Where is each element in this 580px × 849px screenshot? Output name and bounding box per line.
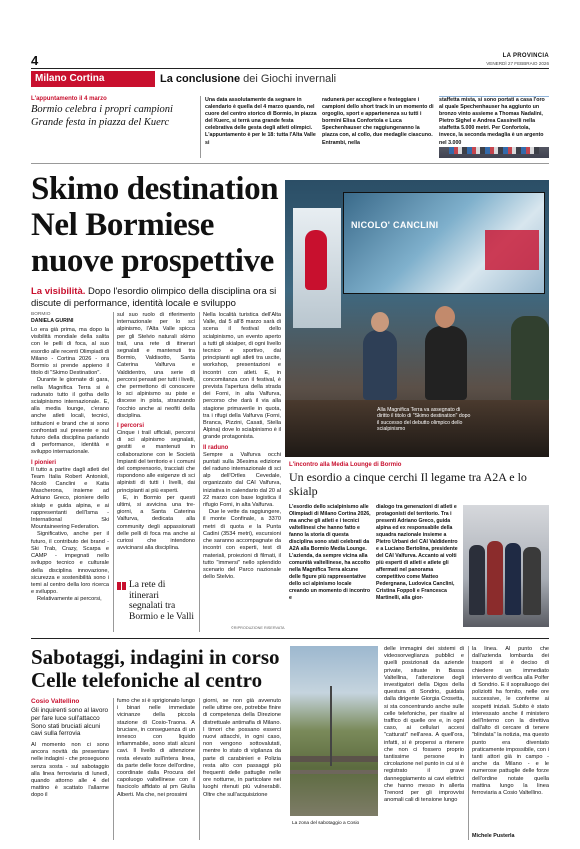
main-photo-caption: Alla Magnifica Terra va assegnato di diritto il titolo di "Skimo destination" dopo il successo del debutto olimpico dello scialpinismo [377, 407, 471, 433]
side-kicker: L'incontro alla Media Lounge di Bormio [289, 462, 402, 468]
side-photo [463, 505, 549, 627]
teaser-col-2: radunerà per accogliere e festeggiare i campioni dello short track in un momento di orgoglio, sport e appartenenza su tutti i bormini Elisa Confortola e Luca Spechenhauser che raggiungeranno la piazza con, al collo, due medaglie ciascuno. Entrambi, nella [322, 97, 434, 146]
bottom-col-4: delle immagini dei sistemi di videosorveglianza pubblici e quelli posizionati da aziende private, situate in Bassa Valtellina, l'attenzione degli investigatori della Digos della questura di Sondrio, guidata dalla dirigente Giorgia Crosetta, si sta concentrando anche sulle celle telefoniche, per risalire al traffico di quelle ore e, in ogni caso, ai cellulari accesi "catturati" nell'area. A quell'ora, infatti, si è propensi a ritenere che non ci fossero proprio tantissime persone in circolazione nel punto in cui si è registrato il grave danneggiamento ai cavi elettrici che hanno messo in allerta Trenord per gli improvvisi anomali cali di tensione lungo [384, 646, 464, 804]
paper-name: LA PROVINCIA [502, 53, 549, 59]
teaser-col-1: Una data assolutamente da segnare in calendario è quella del 4 marzo quando, nel cuore del centro storico di Bormio, in piazza del Kuerc, si terrà una grande festa celebrativa delle gesta degli atleti olimpici. L'appuntamento è per le 18: tutta l'Alta Valle si [205, 97, 317, 146]
copyright: ©RIPRODUZIONE RISERVATA [231, 626, 285, 630]
side-col-1: L'esordio dello scialpinismo alle Olimpiadi di Milano Cortina 2026, ma anche gli atleti e i tecnici valtellinesi che hanno fatto e fanno la storia di questa disciplina sono stati celebrati da A2A alla Bormio Media Lounge. L'azienda, da sempre vicina alla comunità valtellinese, ha accolto nella Magnifica Terra alcune delle figure più rappresentative dello sci alpinismo locale creando un momento di incontro e [289, 504, 371, 601]
bottom-col-5: la linea. Al punto che dall'azienda lombarda dei trasporti si è deciso di chiedere un immediato intervento di verifica alla Polfer di Sondrio. E il sopralluogo dei poliziotti ha fornito, nelle ore successive, le conferme ai sospetti iniziali. Subito è stato interessato anche il ministero dell'Interno con la direttiva dall'alto di cercare di tenere "blindata" la notizia, ma questo punto era diventato praticamente impossibile, con i tanti attori già in campo - anche da Milano - e le numerose pattuglie delle forze dell'ordine notate quella mattina lungo la linea ferroviaria a Cosio Valtellino. [472, 646, 549, 797]
teaser-kicker: L'appuntamento il 4 marzo [31, 96, 107, 102]
byline: DANIELA GURINI [31, 318, 74, 324]
side-col-2: dialogo tra generazioni di atleti e protagonisti del territorio. Tra i presenti Adriano Greco, guida alpina ed ex responsabile della squadra nazionale insieme a Pietro Urbani del CAI Valdidentro e a Luciano Bertolina, presidente del CAI Valfurva. Accanto ai volti più esperti di atleti e atlete gli affermati nel panorama competitivo come Matteo Pedergnana, Ludovica Canclini, Cristina Foppoli e Francesca Martinelli, alla gior- [376, 504, 458, 601]
main-photo [285, 180, 549, 457]
section-title: La conclusione dei Giochi invernali [160, 73, 337, 85]
bottom-kicker: Cosio Valtellino [31, 698, 80, 705]
bottom-deck: Gli inquirenti sono al lavoro per fare luce sull'attacco Sono stati bruciati alcuni cavi sulla ferrovia [31, 707, 109, 738]
date-line: VENERDÌ 27 FEBBRAIO 2026 [486, 61, 549, 66]
bottom-photo-caption: La zona del sabotaggio a Cosio [292, 821, 360, 826]
page-number: 4 [31, 53, 39, 68]
signature: Michele Pusterla [472, 833, 515, 839]
bottom-headline: Sabotaggi, indagini in corso Celle telefoniche al centro [31, 645, 280, 692]
side-headline: Un esordio a cinque cerchi Il legame tra A2A e lo skialp [289, 470, 527, 498]
main-headline: Skimo destination Nel Bormiese nuove prospettive [31, 171, 279, 279]
section-tag: Milano Cortina [31, 71, 155, 87]
teaser-col-3: staffetta mista, si sono portati a casa l'oro al quale Spechenhauser ha aggiunto un bronzo vinto assieme a Thomas Nadalini, Pietro Sighel e Andrea Cassinelli nella staffetta 5.000 metri. Per Confortola, invece, la seconda medaglia è un argento nel 3.000 [439, 97, 549, 147]
teaser-headline: Bormio celebra i propri campioni Grande festa in piazza del Kuerc [31, 104, 173, 128]
main-col-2: sul suo ruolo di riferimento internazionale per lo sci alpinismo, l'Alta Valle spicca per gli Stelvio naturali skimo trail, una rete di itinerari segnalati e mantenuti tra Bormio, Valdisotto, Santa Caterina Valfurva e Valdidentro, una serie di percorsi pensati per tutti i livelli, che permettono di conoscere lo sci alpinismo su piste e discese in pista, stranzando l'occhio anche ai neofiti della disciplina. I percorsi Cinque i trail ufficiali, percorsi di sci alpinismo segnalati, gestiti e mantenuti in collaborazione con le Società Impianti del territorio e i comuni del comprensorio, tracciati che rispondono alle esigenze di sci alpinisti di tutti i livelli, dai principianti ai più esperti. E, in Bormio per questi ultimi, si avvicina una tre-giorni, a Santa Caterina Valfurva, dedicata alla community degli appassionati delle pelli di foca ma anche ai curiosi che intendono avvicinarsi alla disciplina. [117, 312, 195, 552]
bottom-col-1: Al momento non ci sono ancora novità da presentare nelle indagini - che proseguono senza sosta - sul sabotaggio alla linea ferroviaria di lunedì, quando attorno alle 4 del mattino è scattato l'allarme dopo il [31, 742, 109, 799]
main-deck: La visibilità. Dopo l'esordio olimpico della disciplina ora si discute di performance, identità locale e sviluppo [31, 286, 277, 309]
bottom-photo [290, 646, 378, 834]
main-col-3: Nella località turistica dell'Alta Valle, dal 5 all'8 marzo sarà di scena il festival dello scialpinismo, un evento aperto a tutti gli skialper, di ogni livello tecnico e sportivo, dai principianti agli atleti tra uscite, workshop, presentazioni e incontri con atleti. E, in concomitanza con il festival, è prevista l'apertura della strada dei Forni, in alta Valfurva, percorso che darà il via alla stagione primaverile in quota, tra i rifugi della Valfurva (Forni, Branca, Pizzini, Casati, Stella Alpina) dove lo scialpinismo è il grande protagonista. Il raduno Sempre a Valfurva occhi puntati sulla 36esima edizione del raduno internazionale di sci alp dell'Ortles Cevedale, organizzato dal CAI Valfurva, iniziativa in calendario dal 20 al 22 marzo con base logistica il rifugio Forni, in alta Valfurva. Due le vette da raggiungere, il monte Confinale, a 3370 metri di quota e la Punta Cadini (3534 metri), escursioni che saranno accompagnate da incontri con esperti, test di materiali, proiezioni di filmati, il tutto "immersi" nello splendido scenario del Parco nazionale dello Stelvio. [203, 312, 281, 581]
bottom-col-2: fumo che si è sprigionato lungo i binari nelle immediate vicinanze della piccola stazione di Cosio-Traona. A bruciare, in conseguenza di un innesco con liquido infiammabile, sono stati alcuni cavi. Il livello di attenzione resta elevato sull'intera linea, da parte delle forze dell'ordine, coordinate dalla Procura del capoluogo valtellinese con il fascicolo affidato al pm Giulia Alberti. Ma che, nei prossimi [117, 698, 195, 798]
bottom-col-3: giorni, se non già avvenuto nelle ultime ore, potrebbe finire di competenza della Direzione distrettuale antimafia di Milano. I timori che possano esserci nuovi attacchi, in ogni caso, non vengono sottovalutati, mentre lo stato di vigilanza da parte di carabinieri e Polizia resta alto con passaggi più frequenti delle pattuglie nelle ore notturne, in particolare nei luoghi ritenuti più vulnerabili. Oltre che sull'acquisizione [203, 698, 281, 798]
dateline: BORMIO [31, 312, 51, 317]
main-col-1: Lo era già prima, ma dopo la visibilità mondiale della salita con le pelli di foca, al suo esordio alle recenti Olimpiadi di Milano - Cortina 2026 - ora Bormio si prende appieno il titolo di "Skimo Destination". Durante le giornate di gara, nella Magnifica Terra si è radunato tutto il gotha dello scialpinismo internazionale. E, alla media lounge, c'erano anche atleti locali, tecnici, istituzioni e brand che si sono confrontati sul presente e sul futuro della disciplina parlando di performance, identità e sviluppo internazionale. I pionieri Il tutto a partire dagli atleti del Team Italia Robert Antonioli, Nicolò Canclini e Katia Mascherona, insieme ad Adriano Greco, pioniere dello skialp e guida alpina, e ai rappresentanti dell'Isma - International Ski Mountaineering Federation. Significativo, anche per il futuro, il contributo dei brand - Ski Trab, Crazy, Scarpa e CAMP - impegnati nello sviluppo tecnico e culturale della disciplina innovazione, sicurezza e sostenibilità sono i temi al centro della loro ricerca e sviluppo. Relativamente ai percorsi, [31, 327, 109, 603]
screen-title: NICOLO' CANCLINI [351, 220, 439, 230]
